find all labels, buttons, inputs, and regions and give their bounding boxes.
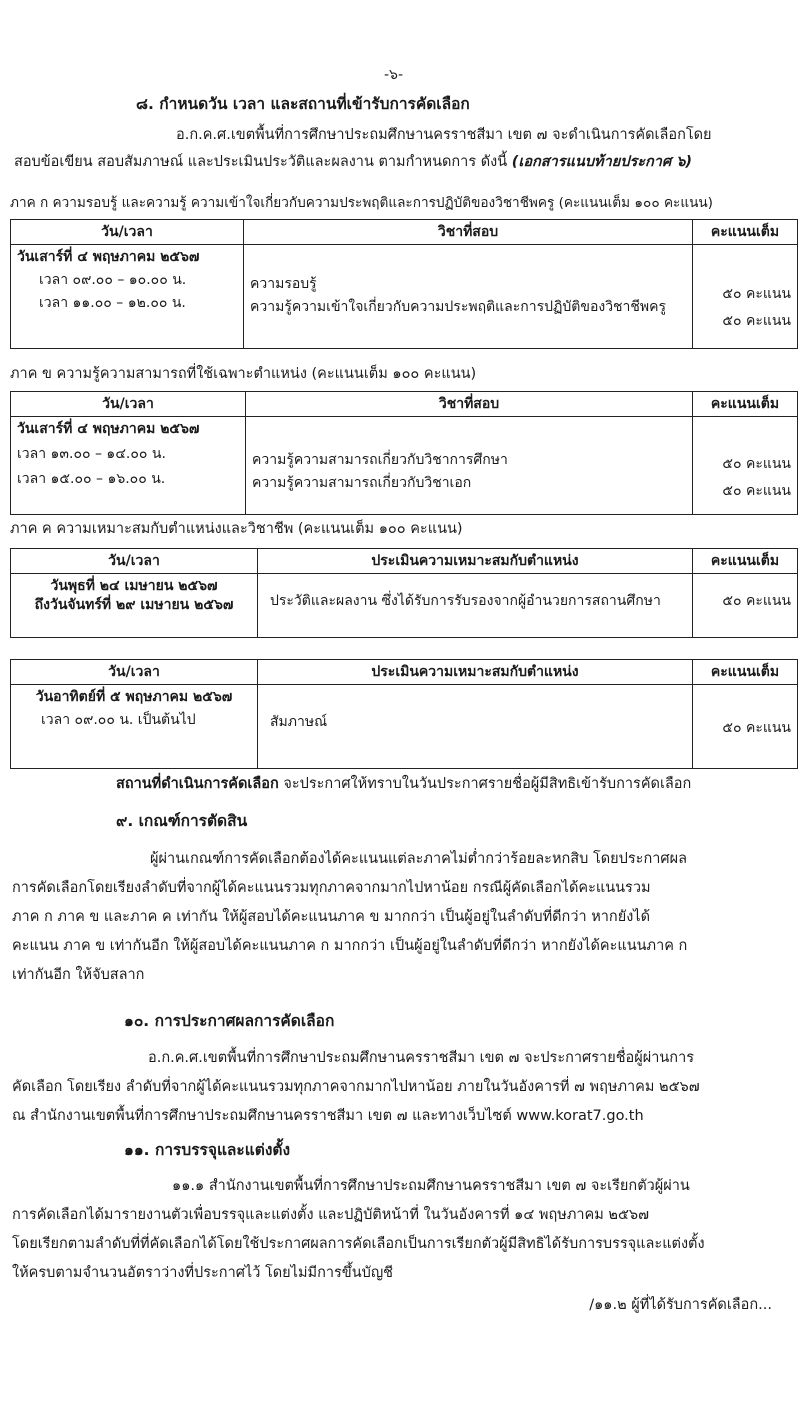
section11-heading: ๑๑. การบรรจุและแต่งตั้ง [124, 1141, 291, 1159]
part-c2-header-date: วัน/เวลา [11, 660, 258, 685]
section9-line: การคัดเลือกโดยเรียงลำดับที่จากผู้ได้คะแนนรวมทุกภาคจากมากไปหาน้อย กรณีผู้คัดเลือกได้คะแนนรวม [12, 880, 651, 896]
part-b-header-score: คะแนนเต็ม [693, 392, 798, 417]
section11-body [12, 1172, 788, 1288]
part-c-subject: ประวัติและผลงาน ซึ่งได้รับการรับรองจากผู้อำนวยการสถานศึกษา [270, 593, 661, 609]
section9-line: เท่ากันอีก ให้จับสลาก [12, 967, 145, 983]
part-c2-score: ๕๐ คะแนน [722, 720, 791, 736]
part-b-score-1: ๕๐ คะแนน [722, 456, 791, 472]
part-b-score-cell [693, 417, 798, 515]
section8-heading: ๘. กำหนดวัน เวลา และสถานที่เข้ารับการคัดเลือก [136, 95, 470, 113]
part-a-header-date: วัน/เวลา [11, 220, 244, 245]
section9-body [12, 845, 788, 990]
part-c2-table [10, 659, 798, 769]
section10-line: คัดเลือก โดยเรียง ลำดับที่จากผู้ได้คะแนนรวมทุกภาคจากมากไปหาน้อย ภายในวันอังคารที่ ๗ พฤษภาคม ๒๕๖๗ [12, 1079, 700, 1095]
part-b-subject-2: ความรู้ความสามารถเกี่ยวกับวิชาเอก [252, 474, 472, 491]
section9-heading: ๙. เกณฑ์การตัดสิน [116, 812, 248, 830]
part-c2-date-cell [11, 685, 258, 769]
section10-body [12, 1044, 788, 1131]
part-c-header-date: วัน/เวลา [11, 549, 258, 574]
part-c-caption: ภาค ค ความเหมาะสมกับตำแหน่งและวิชาชีพ (คะแนนเต็ม ๑๐๐ คะแนน) [10, 521, 463, 537]
part-a-score-2: ๕๐ คะแนน [722, 312, 791, 329]
part-a-subject-2: ความรู้ความเข้าใจเกี่ยวกับความประพฤติและการปฏิบัติของวิชาชีพครู [250, 298, 667, 315]
part-a-table [10, 219, 798, 349]
part-a-caption: ภาค ก ความรอบรู้ และความรู้ ความเข้าใจเกี่ยวกับความประพฤติและการปฏิบัติของวิชาชีพครู (คะแนนเต็ม ๑๐๐ คะแนน) [10, 195, 713, 211]
part-c-date-end: ถึงวันจันทร์ที่ ๒๙ เมษายน ๒๕๖๗ [34, 596, 234, 613]
part-c2-subject-cell [258, 685, 693, 769]
part-c-header-subject: ประเมินความเหมาะสมกับตำแหน่ง [258, 549, 693, 574]
part-b-subject-cell [246, 417, 693, 515]
page-number: -๖- [384, 67, 403, 83]
section8-intro-line2 [14, 153, 692, 173]
section9-line: ผู้ผ่านเกณฑ์การคัดเลือกต้องได้คะแนนแต่ละภาคไม่ต่ำกว่าร้อยละหกสิบ โดยประกาศผล [150, 851, 687, 867]
section10-heading: ๑๐. การประกาศผลการคัดเลือก [124, 1012, 335, 1030]
section10-line: ณ สำนักงานเขตพื้นที่การศึกษาประถมศึกษานครราชสีมา เขต ๗ และทางเว็บไซต์ www.korat7.go.th [12, 1108, 644, 1124]
part-c-header-score: คะแนนเต็ม [693, 549, 798, 574]
part-c2-header-subject: ประเมินความเหมาะสมกับตำแหน่ง [258, 660, 693, 685]
venue-label: สถานที่ดำเนินการคัดเลือก [116, 776, 279, 792]
part-b-table [10, 391, 798, 515]
part-a-header-subject: วิชาที่สอบ [244, 220, 693, 245]
part-c-table [10, 548, 798, 638]
section8-intro-text: สอบข้อเขียน สอบสัมภาษณ์ และประเมินประวัติและผลงาน ตามกำหนดการ ดังนี้ [14, 154, 508, 170]
part-a-time-2: เวลา ๑๑.๐๐ – ๑๒.๐๐ น. [39, 294, 186, 311]
part-b-header-subject: วิชาที่สอบ [246, 392, 693, 417]
part-a-date: วันเสาร์ที่ ๔ พฤษภาคม ๒๕๖๗ [17, 249, 200, 265]
part-c2-score-cell [693, 685, 798, 769]
part-b-caption: ภาค ข ความรู้ความสามารถที่ใช้เฉพาะตำแหน่ง (คะแนนเต็ม ๑๐๐ คะแนน) [10, 366, 477, 382]
part-c-score: ๕๐ คะแนน [722, 593, 791, 609]
section10-line: อ.ก.ค.ศ.เขตพื้นที่การศึกษาประถมศึกษานครราชสีมา เขต ๗ จะประกาศรายชื่อผู้ผ่านการ [148, 1050, 694, 1066]
part-a-score-cell [693, 245, 798, 349]
continuation-note: /๑๑.๒ ผู้ที่ได้รับการคัดเลือก... [589, 1297, 772, 1313]
venue-line [116, 775, 691, 795]
part-a-header-score: คะแนนเต็ม [693, 220, 798, 245]
part-c2-header-score: คะแนนเต็ม [693, 660, 798, 685]
part-c-date-start: วันพุธที่ ๒๔ เมษายน ๒๕๖๗ [50, 578, 218, 594]
part-a-time-1: เวลา ๐๙.๐๐ – ๑๐.๐๐ น. [39, 271, 187, 288]
part-a-subject-cell [244, 245, 693, 349]
venue-text: จะประกาศให้ทราบในวันประกาศรายชื่อผู้มีสิทธิเข้ารับการคัดเลือก [283, 776, 692, 792]
part-c2-time: เวลา ๐๙.๐๐ น. เป็นต้นไป [41, 711, 196, 728]
part-b-subject-1: ความรู้ความสามารถเกี่ยวกับวิชาการศึกษา [252, 452, 508, 468]
section9-line: คะแนน ภาค ข เท่ากันอีก ให้ผู้สอบได้คะแนนภาค ก มากกว่า เป็นผู้อยู่ในลำดับที่ดีกว่า หากยังได้คะแนนภาค ก [12, 938, 688, 954]
section8-intro-note: (เอกสารแนบท้ายประกาศ ๖) [511, 154, 693, 170]
part-b-time-1: เวลา ๑๓.๐๐ – ๑๔.๐๐ น. [17, 445, 166, 462]
part-c-score-cell [693, 574, 798, 638]
section9-line: ภาค ก ภาค ข และภาค ค เท่ากัน ให้ผู้สอบได้คะแนนภาค ข มากกว่า เป็นผู้อยู่ในลำดับที่ดีกว่า หากยังได้ [12, 909, 650, 925]
part-a-score-1: ๕๐ คะแนน [722, 286, 791, 302]
section11-line: ๑๑.๑ สำนักงานเขตพื้นที่การศึกษาประถมศึกษานครราชสีมา เขต ๗ จะเรียกตัวผู้ผ่าน [172, 1178, 690, 1194]
part-b-score-2: ๕๐ คะแนน [722, 482, 791, 499]
section11-line: โดยเรียกตามลำดับที่ที่คัดเลือกได้โดยใช้ประกาศผลการคัดเลือกเป็นการเรียกตัวผู้มีสิทธิได้รับการบรรจุและแต่งตั้ง [12, 1236, 705, 1252]
part-b-header-date: วัน/เวลา [11, 392, 246, 417]
part-c-subject-cell [258, 574, 693, 638]
part-c2-date: วันอาทิตย์ที่ ๕ พฤษภาคม ๒๕๖๗ [35, 689, 233, 705]
section11-line: ให้ครบตามจำนวนอัตราว่างที่ประกาศไว้ โดยไม่มีการขึ้นบัญชี [12, 1265, 394, 1281]
part-b-date: วันเสาร์ที่ ๔ พฤษภาคม ๒๕๖๗ [17, 421, 200, 437]
section8-intro-line1: อ.ก.ค.ศ.เขตพื้นที่การศึกษาประถมศึกษานครราชสีมา เขต ๗ จะดำเนินการคัดเลือกโดย [176, 127, 712, 143]
part-c-date-cell [11, 574, 258, 638]
part-a-subject-1: ความรอบรู้ [250, 276, 317, 292]
part-b-date-cell [11, 417, 246, 515]
part-c2-subject: สัมภาษณ์ [270, 714, 328, 730]
part-a-date-cell [11, 245, 244, 349]
part-b-time-2: เวลา ๑๕.๐๐ – ๑๖.๐๐ น. [17, 470, 166, 487]
section11-line: การคัดเลือกได้มารายงานตัวเพื่อบรรจุและแต่งตั้ง และปฏิบัติหน้าที่ ในวันอังคารที่ ๑๔ พฤษภาคม ๒๕๖๗ [12, 1207, 650, 1223]
